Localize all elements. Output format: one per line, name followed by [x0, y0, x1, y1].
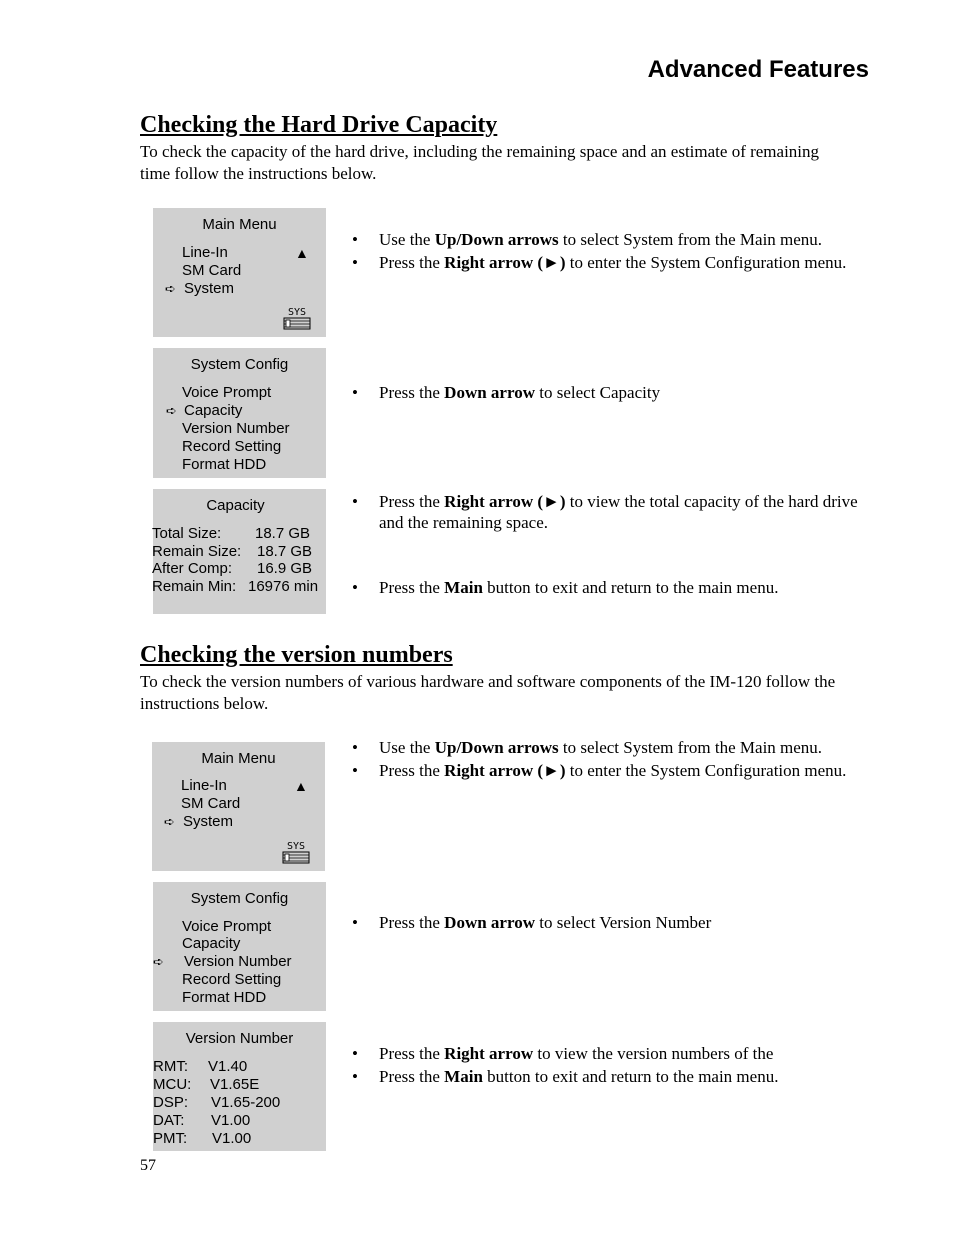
steps-list-select-capacity	[352, 382, 882, 405]
list-item	[352, 229, 882, 250]
svg-text:SYS: SYS	[287, 307, 307, 318]
screen-title: System Config	[190, 890, 289, 907]
sys-icon	[281, 839, 311, 865]
lcd-screen-version-number	[153, 1022, 326, 1151]
steps-list-select-system	[352, 229, 882, 275]
config-item-voice-prompt: Voice Prompt	[182, 384, 272, 401]
menu-item-system: System	[184, 280, 235, 297]
version-value-mcu: V1.65E	[210, 1076, 260, 1093]
step-text: Press the	[379, 1067, 445, 1086]
screen-title: Main Menu	[201, 750, 276, 767]
bullet: •	[352, 578, 358, 597]
selection-pointer-icon: ➪	[165, 281, 176, 296]
section-intro-capacity: To check the capacity of the hard drive, including the remaining space and an estimate of remaining time follow the instructions below.	[140, 142, 820, 183]
bullet: •	[352, 1044, 358, 1063]
section-intro-version: To check the version numbers of various hardware and software components of the IM-120 follow the instructions below.	[140, 672, 836, 713]
capacity-label-remain-size: Remain Size:	[152, 543, 242, 560]
menu-item-sm-card: SM Card	[182, 262, 242, 279]
bullet: •	[352, 1067, 358, 1086]
svg-text:SYS: SYS	[286, 841, 306, 852]
bullet: •	[352, 383, 358, 402]
config-item-capacity: Capacity	[184, 402, 243, 419]
step-text: Press the	[379, 253, 445, 272]
steps-list-select-system	[352, 737, 882, 783]
steps-list-exit-main	[352, 577, 882, 600]
menu-item-line-in: Line-In	[182, 244, 228, 261]
config-item-record-setting: Record Setting	[182, 438, 282, 455]
version-value-dat: V1.00	[211, 1112, 251, 1129]
capacity-label-total-size: Total Size:	[152, 525, 222, 542]
config-item-version-number: Version Number	[184, 953, 292, 970]
step-key: Down arrow	[444, 913, 535, 932]
lcd-screen-capacity	[153, 489, 326, 614]
list-item	[352, 252, 882, 273]
version-label-mcu: MCU:	[153, 1076, 192, 1093]
screen-title: Capacity	[206, 497, 265, 514]
step-text: to view the version numbers of the	[533, 1044, 774, 1063]
selection-pointer-icon: ➪	[153, 954, 164, 969]
bullet: •	[352, 738, 358, 757]
lcd-screen-main-menu	[152, 742, 325, 871]
step-text: Press the	[379, 492, 445, 511]
sys-icon	[282, 305, 312, 331]
step-text: Use the	[379, 738, 435, 757]
selection-pointer-icon: ➪	[164, 814, 175, 829]
step-text: Press the	[379, 913, 445, 932]
screen-title: Version Number	[185, 1030, 294, 1047]
step-text: Press the	[379, 578, 445, 597]
capacity-label-after-comp: After Comp:	[152, 560, 233, 577]
step-text: button to exit and return to the main menu.	[482, 1067, 779, 1086]
capacity-value-total-size: 18.7 GB	[255, 525, 311, 542]
config-item-capacity: Capacity	[182, 935, 241, 952]
lcd-screen-main-menu	[153, 208, 326, 337]
capacity-value-after-comp: 16.9 GB	[257, 560, 313, 577]
version-label-dat: DAT:	[153, 1112, 185, 1129]
capacity-label-remain-min: Remain Min:	[152, 578, 237, 595]
step-text: button to exit and return to the main menu.	[482, 578, 779, 597]
list-item	[352, 737, 882, 758]
step-key: Main	[444, 578, 483, 597]
page-header-title: Advanced Features	[647, 56, 869, 83]
lcd-screen-system-config	[153, 348, 326, 478]
step-key: Right arrow (►)	[444, 492, 566, 511]
capacity-value-remain-size: 18.7 GB	[257, 543, 313, 560]
bullet: •	[352, 761, 358, 780]
step-text: Press the	[379, 383, 445, 402]
step-key: Up/Down arrows	[434, 230, 559, 249]
list-item	[352, 1043, 882, 1064]
bullet: •	[352, 253, 358, 272]
step-key: Down arrow	[444, 383, 535, 402]
list-item	[352, 577, 882, 598]
step-key: Right arrow (►)	[444, 253, 566, 272]
step-text: to view the total capacity of the hard drive and the remaining space.	[379, 492, 858, 532]
version-label-rmt: RMT:	[153, 1058, 188, 1075]
list-item	[352, 382, 882, 403]
menu-item-system: System	[183, 813, 234, 830]
step-key: Right arrow (►)	[444, 761, 566, 780]
bullet: •	[352, 492, 358, 511]
lcd-screen-system-config	[153, 882, 326, 1011]
menu-item-line-in: Line-In	[181, 777, 227, 794]
selection-pointer-icon: ➪	[166, 403, 177, 418]
step-text: to enter the System Configuration menu.	[565, 761, 847, 780]
step-text: to select System from the Main menu.	[558, 738, 823, 757]
section-heading-version: Checking the version numbers	[140, 642, 453, 668]
step-key: Right arrow	[444, 1044, 534, 1063]
version-value-dsp: V1.65-200	[211, 1094, 281, 1111]
step-key: Main	[444, 1067, 483, 1086]
steps-list-view-version	[352, 1043, 882, 1089]
step-text: Use the	[379, 230, 435, 249]
up-arrow-icon: ▲	[295, 245, 309, 261]
list-item	[352, 1066, 882, 1087]
capacity-value-remain-min: 16976 min	[248, 578, 319, 595]
config-item-format-hdd: Format HDD	[182, 456, 267, 473]
step-text: Press the	[379, 1044, 445, 1063]
menu-item-sm-card: SM Card	[181, 795, 241, 812]
section-heading-capacity: Checking the Hard Drive Capacity	[140, 112, 498, 138]
version-label-pmt: PMT:	[153, 1130, 188, 1147]
step-text: to select Version Number	[535, 913, 712, 932]
list-item	[352, 491, 882, 533]
list-item	[352, 760, 882, 781]
steps-list-view-capacity	[352, 491, 882, 535]
version-label-dsp: DSP:	[153, 1094, 189, 1111]
version-value-rmt: V1.40	[208, 1058, 248, 1075]
step-text: to select System from the Main menu.	[558, 230, 823, 249]
step-text: to select Capacity	[535, 383, 661, 402]
page-number: 57	[140, 1157, 156, 1174]
config-item-format-hdd: Format HDD	[182, 989, 267, 1006]
step-text: to enter the System Configuration menu.	[565, 253, 847, 272]
list-item	[352, 912, 882, 933]
bullet: •	[352, 230, 358, 249]
steps-list-select-version	[352, 912, 882, 935]
step-text: Press the	[379, 761, 445, 780]
bullet: •	[352, 913, 358, 932]
config-item-record-setting: Record Setting	[182, 971, 282, 988]
step-key: Up/Down arrows	[434, 738, 559, 757]
config-item-version-number: Version Number	[182, 420, 290, 437]
screen-title: System Config	[190, 356, 289, 373]
version-value-pmt: V1.00	[212, 1130, 252, 1147]
up-arrow-icon: ▲	[294, 778, 308, 794]
screen-title: Main Menu	[202, 216, 277, 233]
config-item-voice-prompt: Voice Prompt	[182, 918, 272, 935]
